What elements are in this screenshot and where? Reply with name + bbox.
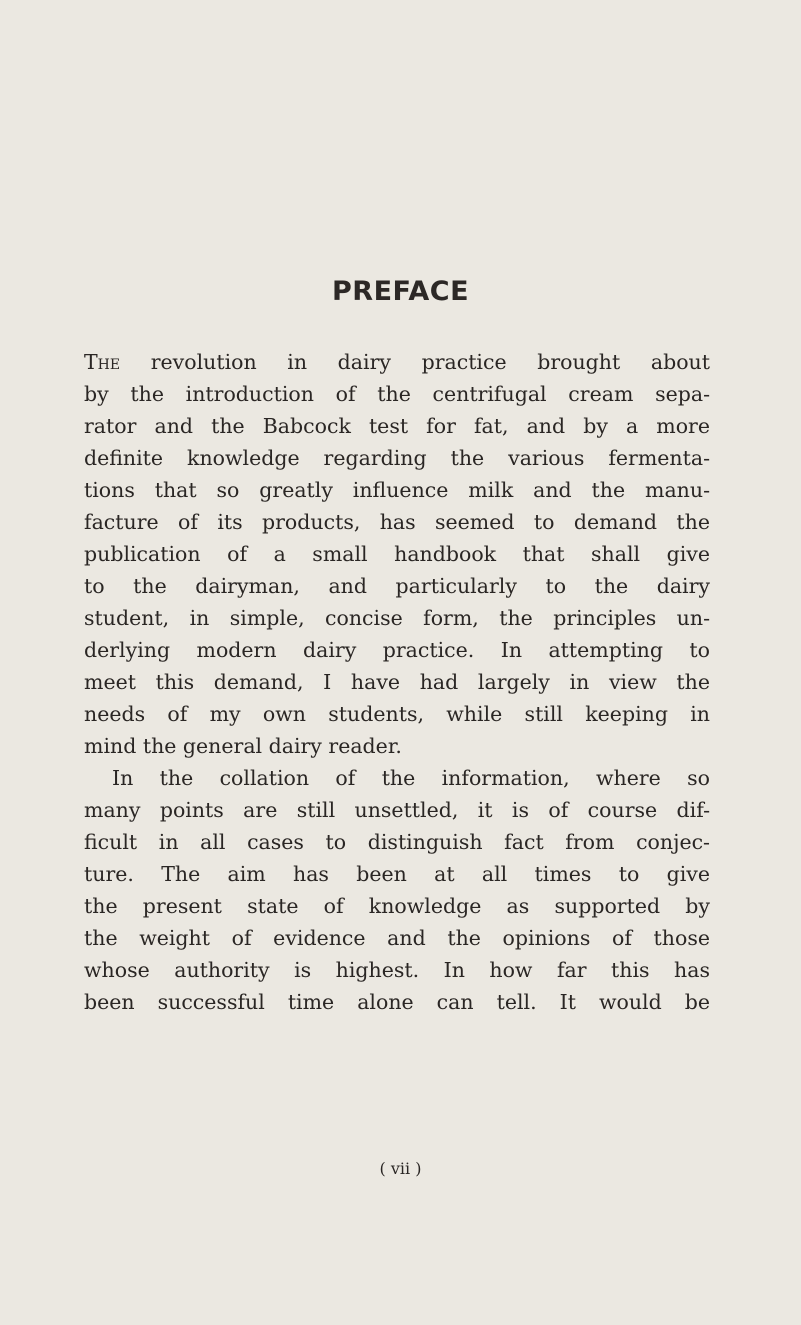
text-line: the weight of evidence and the opinions of those	[84, 926, 710, 950]
text-line: ficult in all cases to distinguish fact from conjec-	[84, 830, 710, 854]
lead-word: The	[84, 350, 121, 374]
text-line: ture. The aim has been at all times to give	[84, 862, 710, 886]
text-line: needs of my own students, while still keeping in	[84, 702, 710, 726]
text-line: student, in simple, concise form, the principles un-	[84, 606, 710, 630]
text-line: publication of a small handbook that shall give	[84, 542, 710, 566]
text-line: to the dairyman, and particularly to the dairy	[84, 574, 710, 598]
text-line: mind the general dairy reader.	[84, 734, 402, 758]
text-line: been successful time alone can tell. It would be	[84, 990, 710, 1014]
text-line: many points are still unsettled, it is of course dif-	[84, 798, 710, 822]
text-line: In the collation of the information, where so	[112, 766, 710, 790]
text-line: the present state of knowledge as supported by	[84, 894, 710, 918]
text-line: by the introduction of the centrifugal cream sepa-	[84, 382, 710, 406]
text-line: definite knowledge regarding the various fermenta-	[84, 446, 710, 470]
text-line: tions that so greatly influence milk and the manu-	[84, 478, 710, 502]
text-line: facture of its products, has seemed to demand the	[84, 510, 710, 534]
text-line: The revolution in dairy practice brought about	[84, 350, 710, 374]
text-line: meet this demand, I have had largely in view the	[84, 670, 710, 694]
text-line: derlying modern dairy practice. In attempting to	[84, 638, 710, 662]
text-line: whose authority is highest. In how far this has	[84, 958, 710, 982]
page-number: ( vii )	[379, 1159, 422, 1178]
text-line: rator and the Babcock test for fat, and by a more	[84, 414, 710, 438]
page-title: PREFACE	[331, 276, 470, 307]
